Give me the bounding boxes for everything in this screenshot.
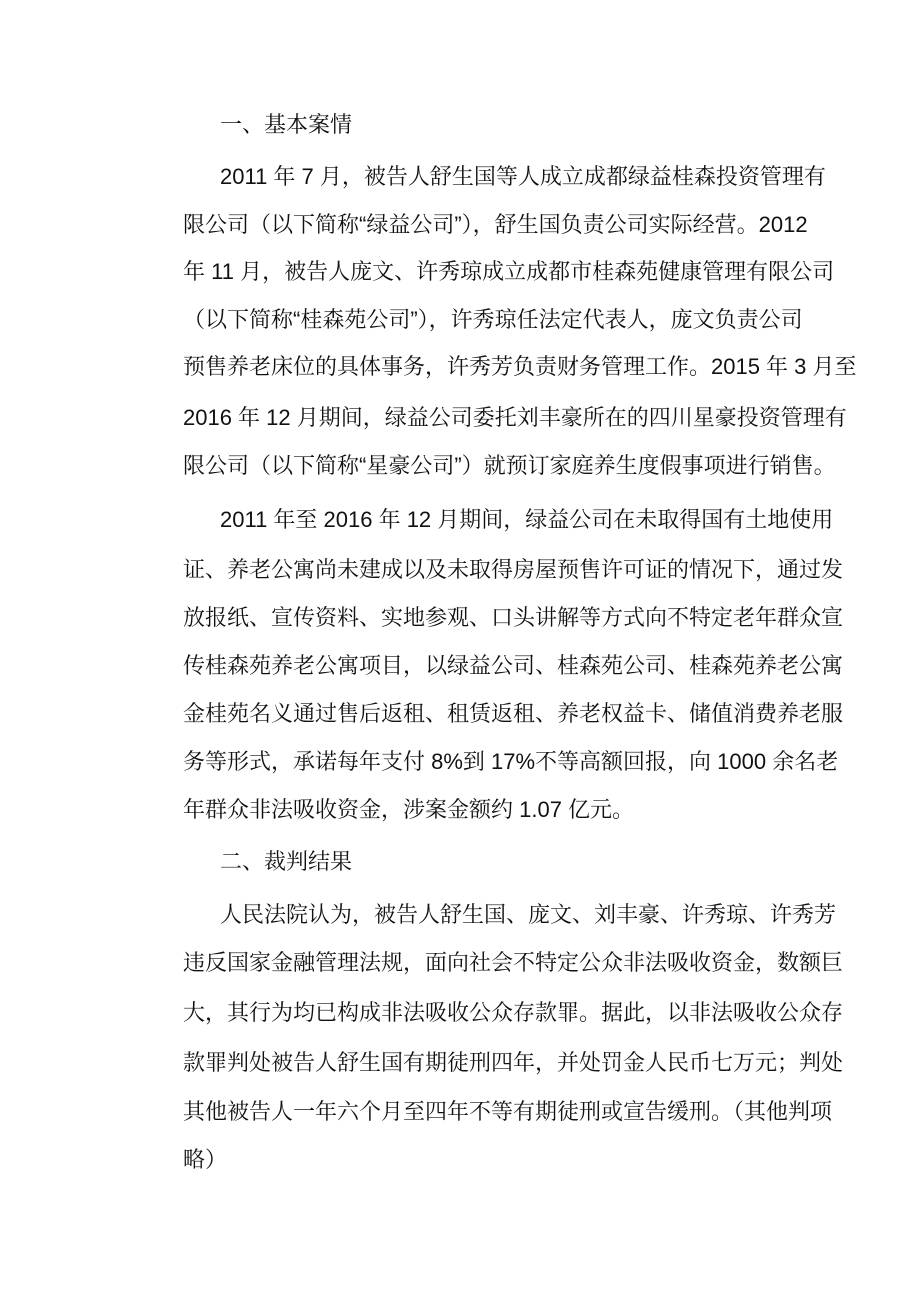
- paragraph-line: 限公司（以下简称“绿益公司”），舒生国负责公司实际经营。2012: [183, 212, 808, 237]
- paragraph-line: 传桂森苑养老公寓项目，以绿益公司、桂森苑公司、桂森苑养老公寓: [183, 653, 844, 678]
- paragraph-line: 限公司（以下简称“星豪公司”）就预订家庭养生度假事项进行销售。: [183, 453, 836, 478]
- paragraph-line: 违反国家金融管理法规，面向社会不特定公众非法吸收资金，数额巨: [183, 950, 844, 975]
- paragraph-line: 放报纸、宣传资料、实地参观、口头讲解等方式向不特定老年群众宣: [183, 605, 844, 630]
- paragraph-line: 年群众非法吸收资金，涉案金额约 1.07 亿元。: [183, 797, 635, 822]
- section-heading: 一、基本案情: [220, 112, 353, 137]
- paragraph-line: 人民法院认为，被告人舒生国、庞文、刘丰豪、许秀琼、许秀芳: [220, 902, 837, 927]
- paragraph-line: 年 11 月，被告人庞文、许秀琼成立成都市桂森苑健康管理有限公司: [183, 259, 835, 284]
- paragraph-line: 2011 年至 2016 年 12 月期间，绿益公司在未取得国有土地使用: [220, 507, 834, 532]
- paragraph-line: 2011 年 7 月，被告人舒生国等人成立成都绿益桂森投资管理有: [220, 164, 826, 189]
- paragraph-line: （以下简称“桂森苑公司”），许秀琼任法定代表人，庞文负责公司: [183, 307, 803, 332]
- paragraph-line: 证、养老公寓尚未建成以及未取得房屋预售许可证的情况下，通过发: [183, 557, 844, 582]
- paragraph-line: 预售养老床位的具体事务，许秀芳负责财务管理工作。2015 年 3 月至: [183, 354, 857, 379]
- paragraph-line: 务等形式，承诺每年支付 8%到 17%不等高额回报，向 1000 余名老: [183, 749, 839, 774]
- paragraph-line: 款罪判处被告人舒生国有期徒刑四年，并处罚金人民币七万元；判处: [183, 1050, 844, 1075]
- paragraph-line: 其他被告人一年六个月至四年不等有期徒刑或宣告缓刑。（其他判项: [183, 1099, 833, 1124]
- paragraph-line: 金桂苑名义通过售后返租、租赁返租、养老权益卡、储值消费养老服: [183, 701, 844, 726]
- section-heading: 二、裁判结果: [220, 849, 353, 874]
- paragraph-line: 2016 年 12 月期间，绿益公司委托刘丰豪所在的四川星豪投资管理有: [183, 405, 847, 430]
- paragraph-line: 略）: [183, 1147, 228, 1172]
- paragraph-line: 大，其行为均已构成非法吸收公众存款罪。据此，以非法吸收公众存: [183, 1000, 844, 1025]
